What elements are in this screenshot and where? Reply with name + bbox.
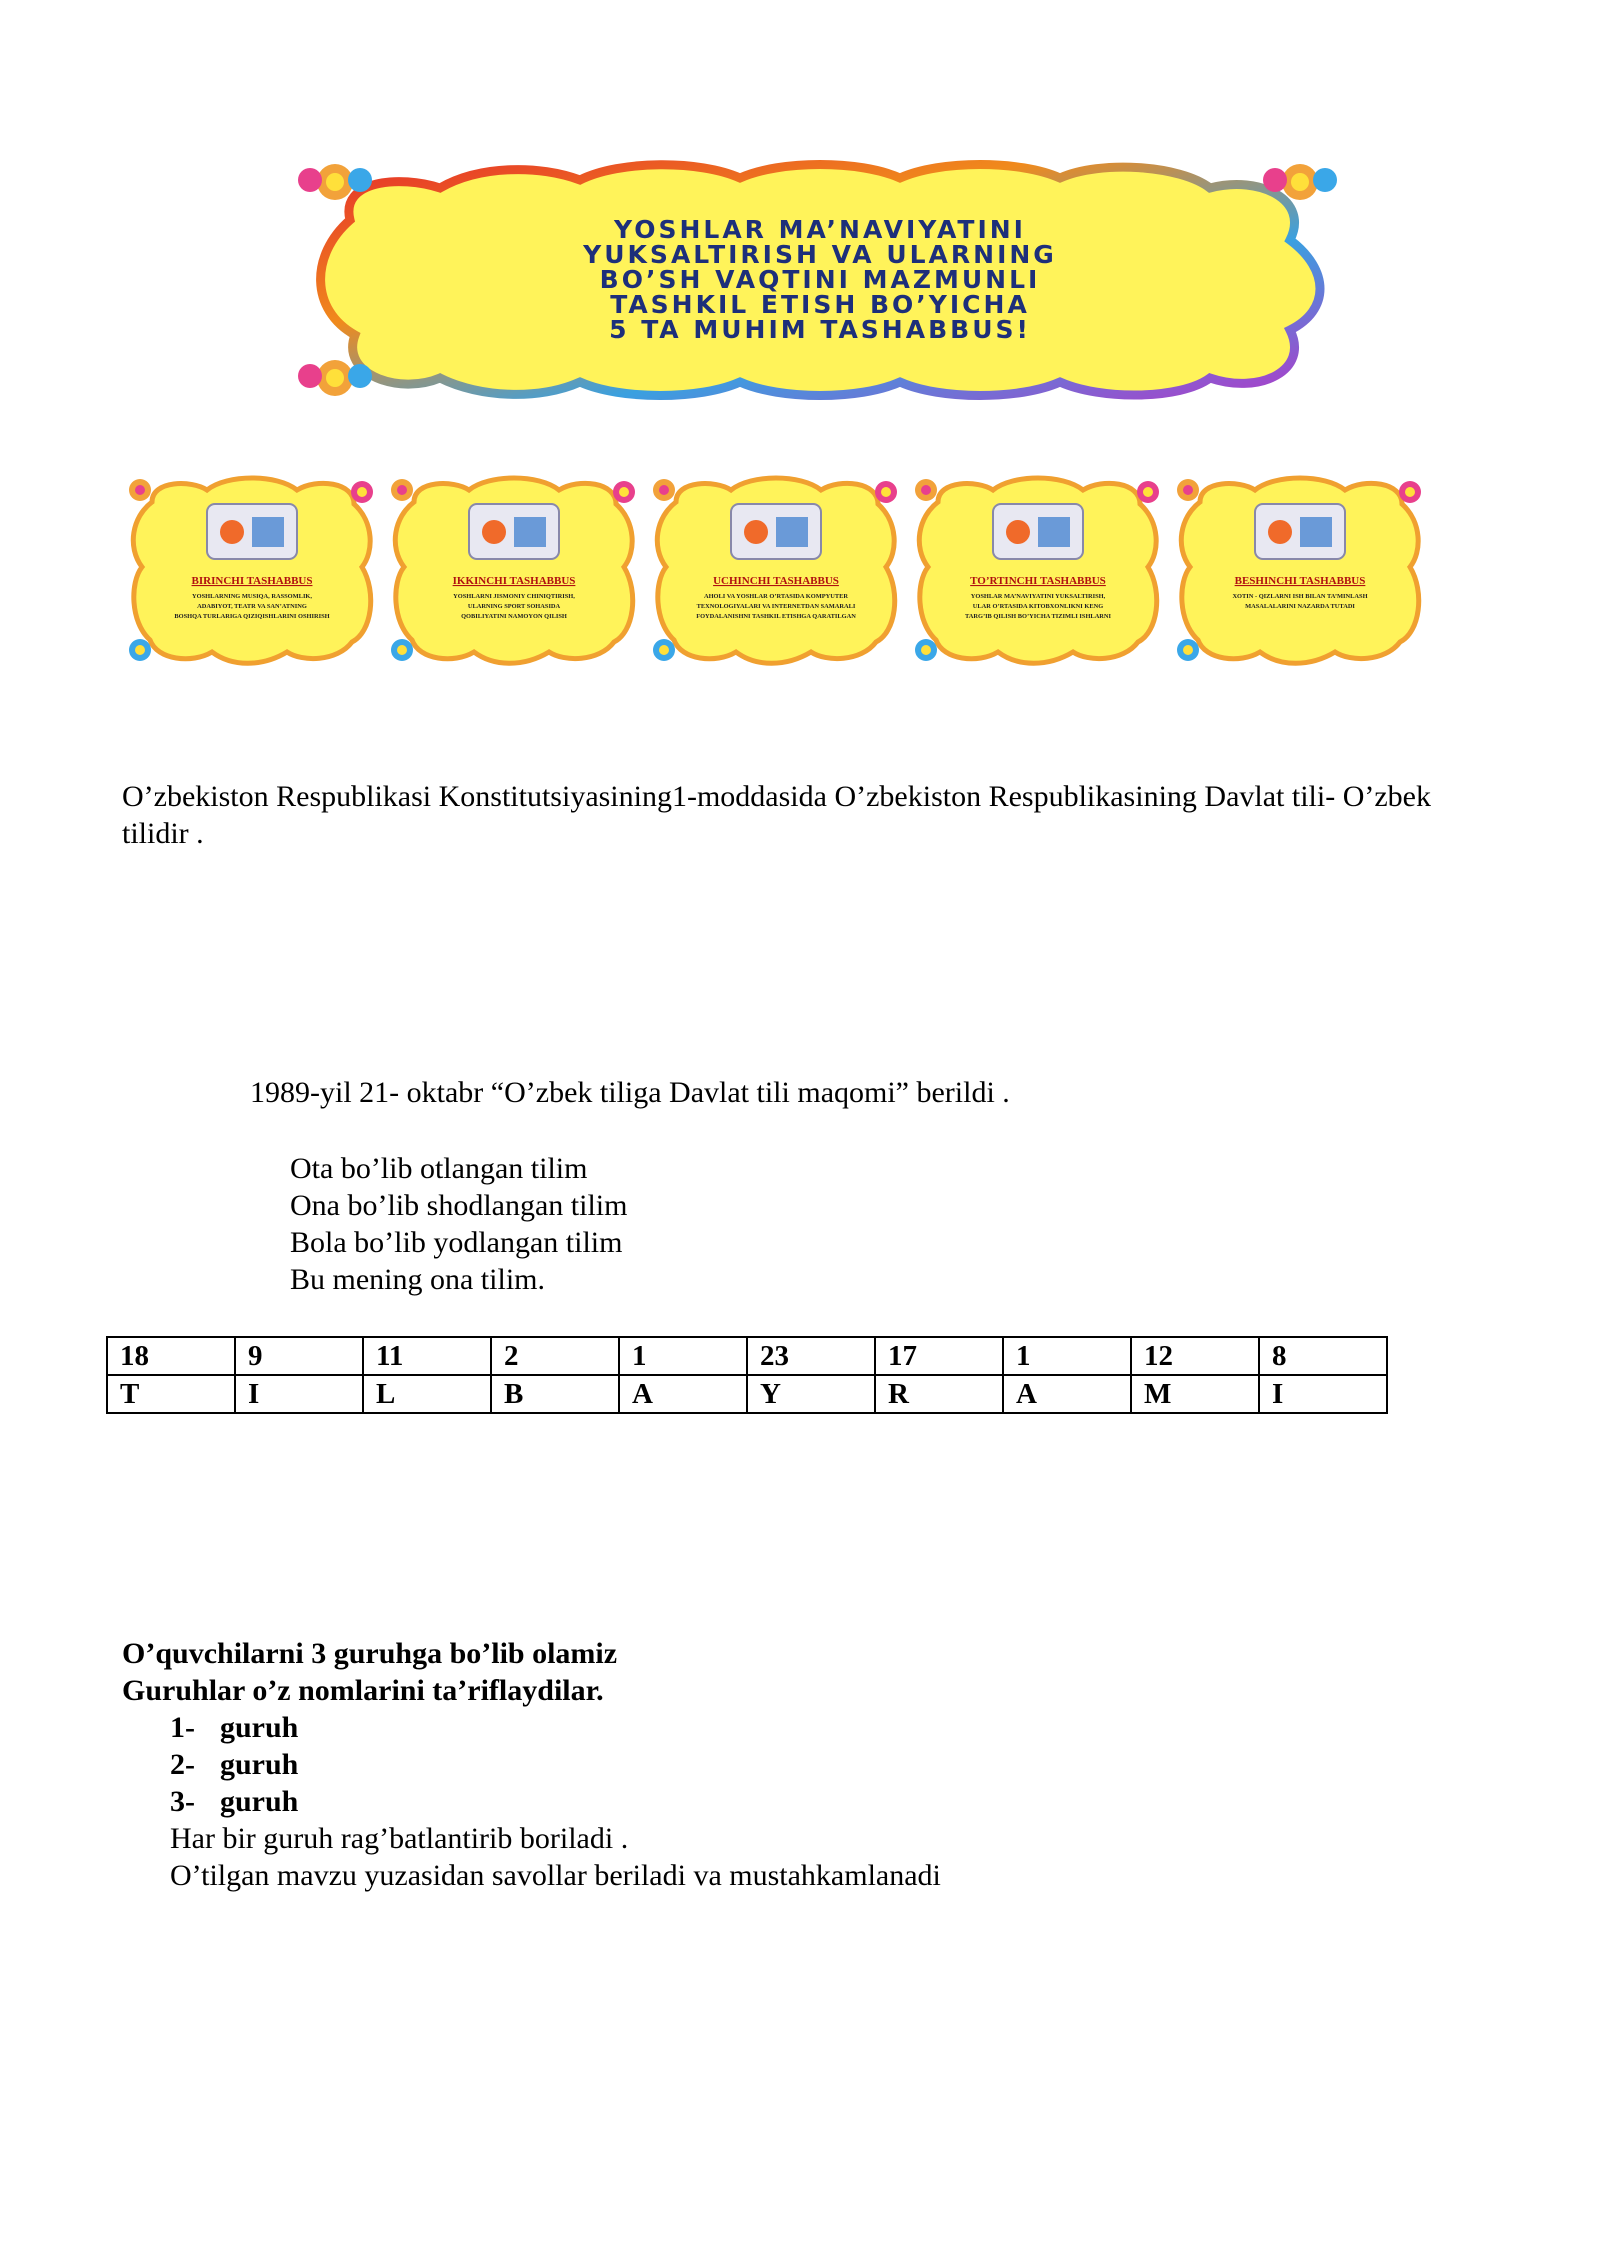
initiative-line: YOSHLAR MA’NAVIYATINI YUKSALTIRISH, (970, 593, 1106, 600)
poem-line: Ona bo’lib shodlangan tilim (290, 1189, 628, 1222)
initiative-card (908, 472, 1168, 667)
table-cell: 17 (875, 1337, 1003, 1375)
initiative-card-graphic (1170, 472, 1430, 667)
poem-line: Ota bo’lib otlangan tilim (290, 1152, 588, 1185)
table-cell: 8 (1259, 1337, 1387, 1375)
initiative-title: IKKINCHI TASHABBUS (452, 575, 576, 587)
flower-icon (129, 479, 151, 501)
initiative-card (646, 472, 906, 667)
groups-intro-2: Guruhlar o’z nomlarini ta’riflaydilar. (122, 1674, 604, 1707)
list-item-label: guruh (220, 1785, 299, 1818)
flower-icon (1399, 481, 1421, 503)
table-cell: I (235, 1375, 363, 1413)
flower-icon (613, 481, 635, 503)
flower-icon (653, 639, 675, 661)
initiative-title: BESHINCHI TASHABBUS (1234, 575, 1366, 587)
table-cell: T (107, 1375, 235, 1413)
flower-icon (1177, 479, 1199, 501)
initiative-line: FOYDALANISHNI TASHKIL ETISHGA QARATILGAN (696, 613, 856, 620)
flower-icon (298, 360, 372, 396)
table-cell: 1 (619, 1337, 747, 1375)
theatre-music-icon (207, 504, 297, 559)
banner-line-3: BO’SH VAQTINI MAZMUNLI (599, 265, 1041, 294)
groups-note: Har bir guruh rag’batlantirib boriladi . (170, 1822, 629, 1855)
table-cell: M (1131, 1375, 1259, 1413)
banner-line-2: YUKSALTIRISH VA ULARNING (583, 240, 1057, 269)
list-item-number: 2- (170, 1748, 195, 1781)
initiative-line: QOBILIYATINI NAMOYON QILISH (461, 613, 567, 620)
list-item (170, 1709, 941, 1746)
decree-line: 1989-yil 21- oktabr “O’zbek tiliga Davlat tili maqomi” berildi . (250, 1076, 1010, 1109)
table-cell: 23 (747, 1337, 875, 1375)
banner-line-5: 5 TA MUHIM TASHABBUS! (609, 315, 1031, 344)
poem-line: Bu mening ona tilim. (290, 1263, 545, 1296)
list-item-number: 1- (170, 1711, 195, 1744)
banner-line-1: YOSHLAR MA’NAVIYATINI (614, 215, 1026, 244)
initiative-card-graphic (908, 472, 1168, 667)
initiative-line: ADABIYOT, TEATR VA SAN’ATNING (197, 603, 307, 610)
poem-line: Bola bo’lib yodlangan tilim (290, 1226, 623, 1259)
flower-icon (129, 639, 151, 661)
initiative-line: BOSHQA TURLARIGA QIZIQISHLARINI OSHIRISH (174, 613, 330, 620)
initiative-card-graphic (122, 472, 382, 667)
initiative-card (1170, 472, 1430, 667)
flower-icon (1177, 639, 1199, 661)
table-cell: R (875, 1375, 1003, 1413)
list-item-number: 3- (170, 1785, 195, 1818)
initiative-title: TO’RTINCHI TASHABBUS (970, 575, 1106, 587)
initiatives-strip (122, 472, 1428, 667)
computer-icon (731, 504, 821, 559)
list-item (170, 1783, 941, 1820)
table-cell: A (619, 1375, 747, 1413)
initiative-line: YOSHLARNING MUSIQA, RASSOMLIK, (191, 593, 313, 600)
initiative-line: TEXNOLOGIYALARI VA INTERNETDAN SAMARALI (696, 603, 856, 610)
flower-icon (1137, 481, 1159, 503)
initiative-line: TARG’IB QILISH BO’YICHA TIZIMLI ISHLARNI (964, 613, 1112, 620)
flower-icon (351, 481, 373, 503)
table-cell: 2 (491, 1337, 619, 1375)
flower-icon (915, 479, 937, 501)
constitution-paragraph: O’zbekiston Respublikasi Konstitutsiyasining1-moddasida O’zbekiston Respublikasining Davlat tili- O’zbek tilidir . (122, 780, 1431, 850)
cipher-table (106, 1336, 1388, 1414)
initiative-title: BIRINCHI TASHABBUS (191, 575, 313, 587)
table-cell: L (363, 1375, 491, 1413)
table-row-numbers (107, 1337, 1387, 1375)
table-cell: 18 (107, 1337, 235, 1375)
table-cell: Y (747, 1375, 875, 1413)
initiative-line: ULAR O’RTASIDA KITOBXONLIKNI KENG (972, 603, 1104, 610)
groups-note: O’tilgan mavzu yuzasidan savollar beriladi va mustahkamlanadi (170, 1859, 941, 1892)
initiative-card-graphic (646, 472, 906, 667)
table-cell: I (1259, 1375, 1387, 1413)
initiative-line: XOTIN - QIZLARNI ISH BILAN TA’MINLASH (1232, 593, 1368, 600)
flower-icon (391, 479, 413, 501)
table-cell: 11 (363, 1337, 491, 1375)
initiative-line: YOSHLARNI JISMONIY CHINIQTIRISH, (453, 593, 575, 600)
groups-section (122, 1635, 941, 1894)
flower-icon (875, 481, 897, 503)
initiative-card-graphic (384, 472, 644, 667)
flower-icon (915, 639, 937, 661)
banner-graphic (280, 160, 1360, 400)
groups-intro: O’quvchilarni 3 guruhga bo’lib olamiz (122, 1637, 618, 1670)
list-item (170, 1746, 941, 1783)
initiative-card (384, 472, 644, 667)
list-item-label: guruh (220, 1748, 299, 1781)
table-cell: 12 (1131, 1337, 1259, 1375)
initiative-line: AHOLI VA YOSHLAR O’RTASIDA KOMPYUTER (703, 593, 849, 600)
initiatives-banner (280, 160, 1360, 400)
initiative-line: ULARNING SPORT SOHASIDA (467, 603, 561, 610)
sewing-machine-icon (1255, 504, 1345, 559)
flower-icon (653, 479, 675, 501)
table-cell: A (1003, 1375, 1131, 1413)
initiative-title: UCHINCHI TASHABBUS (713, 575, 839, 587)
table-cell: 9 (235, 1337, 363, 1375)
flower-icon (391, 639, 413, 661)
poem (290, 1150, 627, 1298)
list-item-label: guruh (220, 1711, 299, 1744)
book-icon (993, 504, 1083, 559)
table-cell: 1 (1003, 1337, 1131, 1375)
banner-line-4: TASHKIL ETISH BO’YICHA (610, 290, 1030, 319)
table-cell: B (491, 1375, 619, 1413)
sport-trophy-icon (469, 504, 559, 559)
table-row-letters (107, 1375, 1387, 1413)
initiative-card (122, 472, 382, 667)
initiative-line: MASALALARINI NAZARDA TUTADI (1245, 603, 1355, 610)
